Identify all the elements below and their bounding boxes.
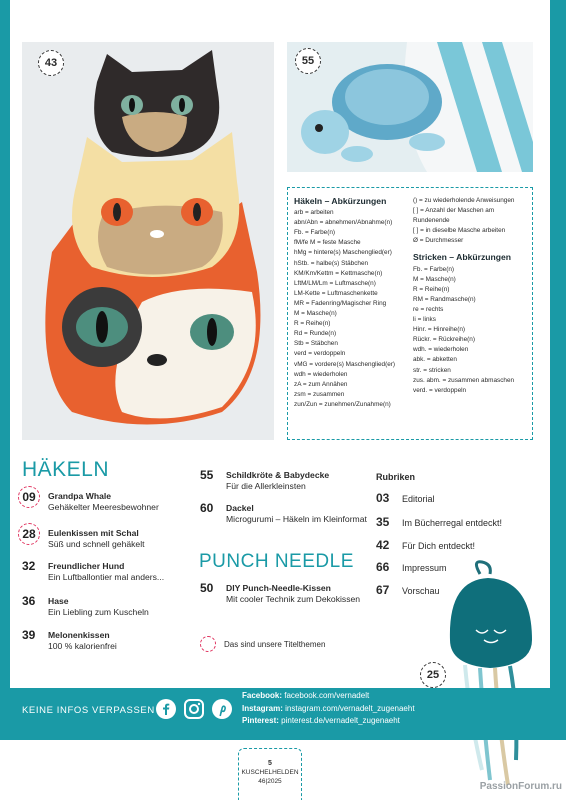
rubric-label: Impressum (402, 563, 447, 573)
page-badge: 55 (295, 48, 321, 74)
toc-page-number: 55 (200, 468, 214, 482)
abbr-line: MR = Fadenring/Magischer Ring (294, 299, 387, 307)
abbr-line: RM = Randmasche(n) (413, 295, 476, 303)
abbr-line: wdh = wiederholen (294, 370, 348, 378)
toc-item[interactable] (200, 503, 370, 524)
watermark: PassionForum.ru (479, 781, 562, 792)
toc-title: Freundlicher Hund (48, 561, 125, 571)
abbr-line: Hinr. = Hinreihe(n) (413, 326, 466, 334)
toc-item[interactable] (22, 596, 192, 617)
rubric-page-number: 42 (376, 538, 390, 552)
pinterest-link[interactable] (242, 715, 415, 728)
toc-subtitle: Ein Liebling zum Kuscheln (48, 606, 149, 617)
rubric-page-number: 03 (376, 491, 390, 505)
toc-subtitle: Für die Allerkleinsten (226, 480, 306, 491)
turtle-blanket-photo (287, 42, 533, 172)
rubric-label: Im Bücherregal entdeckt! (402, 518, 503, 528)
page-badge: 43 (38, 50, 64, 76)
facebook-label: Facebook: (242, 691, 283, 700)
abbr-line: zsm = zusammen (294, 390, 345, 398)
toc-item[interactable] (200, 583, 372, 604)
toc-subtitle: Microgurumi – Häkeln im Kleinformat (226, 513, 367, 524)
abbr-line: [ ] = Anzahl der Maschen am Rundenende (413, 207, 495, 225)
abbr-line: verd = verdoppeln (294, 350, 346, 358)
toc-page-number: 60 (200, 501, 214, 515)
toc-title: Melonenkissen (48, 630, 110, 640)
stricken-abbr-title: Stricken – Abkürzungen (413, 252, 512, 263)
title-theme-legend (200, 636, 325, 652)
abbr-line: zA = zum Annähen (294, 380, 348, 388)
abbr-line: str. = stricken (413, 366, 451, 374)
toc-page-number: 36 (22, 594, 36, 608)
facebook-icon[interactable] (156, 699, 176, 719)
rubric-page-number: 35 (376, 515, 390, 529)
abbr-line: arb = arbeiten (294, 209, 334, 217)
dashed-circle-icon (200, 636, 216, 652)
abbr-line: vMG = vordere(s) Maschenglied(er) (294, 360, 396, 368)
pinterest-label: Pinterest: (242, 716, 279, 726)
toc-subtitle: Mit cooler Technik zum Dekokissen (226, 593, 361, 604)
cat-pillows-photo (22, 42, 274, 440)
abbr-line: Rd = Runde(n) (294, 330, 337, 338)
rubric-item[interactable] (376, 515, 502, 529)
social-footer (0, 688, 566, 740)
toc-item[interactable] (22, 528, 192, 549)
toc-page-number: 09 (18, 486, 40, 508)
pinterest-url: pinterest.de/vernadelt_zugenaeht (281, 716, 400, 726)
abbr-line: R = Reihe(n) (294, 320, 331, 328)
legend-text: Das sind unsere Titelthemen (224, 639, 326, 649)
pinterest-icon[interactable] (212, 699, 232, 719)
issue-number: 46|2025 (258, 778, 282, 785)
toc-title: Dackel (226, 503, 254, 513)
rubric-item[interactable] (376, 491, 435, 505)
haekeln-abbreviations (294, 196, 407, 435)
rubric-item[interactable] (376, 538, 475, 552)
abbr-line: abk. = abketten (413, 356, 457, 364)
toc-title: Schildkröte & Babydecke (226, 470, 330, 480)
instagram-icon[interactable] (184, 699, 204, 719)
section-title-haekeln: HÄKELN (22, 458, 110, 481)
toc-subtitle: Ein Luftballontier mal anders... (48, 571, 165, 582)
abbr-line: M = Masche(n) (294, 310, 337, 318)
haekeln-abbr-title: Häkeln – Abkürzungen (294, 196, 387, 206)
section-title-punch-needle: PUNCH NEEDLE (199, 551, 354, 572)
abbr-line: hStb. = halbe(s) Stäbchen (294, 259, 369, 267)
social-icons (156, 699, 232, 719)
abbr-line: hMg = hintere(s) Maschenglied(er) (294, 249, 392, 257)
instagram-label: Instagram: (242, 703, 283, 713)
page-footer (238, 748, 302, 800)
toc-item[interactable] (200, 470, 370, 491)
abbr-line: abn/Abn = abnehmen/Abnahme(n) (294, 219, 393, 227)
social-links (242, 690, 415, 728)
rubric-label: Vorschau (402, 586, 440, 596)
abbr-line: zun/Zun = zunehmen/Zunahme(n) (294, 400, 391, 408)
instagram-url: instagram.com/vernadelt_zugenaeht (285, 703, 415, 713)
top-frame (0, 0, 566, 22)
toc-title: DIY Punch-Needle-Kissen (226, 583, 331, 593)
rubric-label: Für Dich entdeckt! (402, 541, 476, 551)
abbr-line: fM/fe M = feste Masche (294, 239, 361, 247)
footer-cta: KEINE INFOS VERPASSEN (22, 705, 155, 716)
rubric-page-number: 67 (376, 583, 390, 597)
abbr-line: Rückr. = Rückreihe(n) (413, 336, 475, 344)
abbr-line: KM/Km/Kettm = Kettmasche(n) (294, 269, 383, 277)
abbr-line: Fb. = Farbe(n) (413, 265, 455, 273)
toc-page-number: 28 (18, 523, 40, 545)
toc-title: Grandpa Whale (48, 491, 112, 501)
facebook-url: facebook.com/vernadelt (284, 691, 370, 700)
abbr-line: zus. abm. = zusammen abmaschen (413, 376, 515, 384)
instagram-link[interactable] (242, 703, 415, 716)
abbr-line: Fb. = Farbe(n) (294, 229, 336, 237)
abbr-line: LM-Kette = Luftmaschenkette (294, 289, 378, 297)
stricken-abbreviations (413, 196, 526, 435)
toc-item[interactable] (22, 630, 192, 651)
abbreviations-box (287, 187, 533, 440)
abbr-line: re = rechts (413, 305, 444, 313)
page-number: 5 (268, 760, 272, 767)
abbr-line: () = zu wiederholende Anweisungen (413, 197, 515, 204)
abbr-line: [ ] = in dieselbe Masche arbeiten (413, 227, 506, 235)
right-frame (550, 0, 566, 690)
toc-subtitle: 100 % kalorienfrei (48, 640, 117, 651)
page-badge: 25 (420, 662, 446, 688)
toc-subtitle: Süß und schnell gehäkelt (48, 538, 145, 549)
toc-item[interactable] (22, 491, 192, 512)
abbr-line: verd. = verdoppeln (413, 386, 467, 394)
toc-title: Eulenkissen mit Schal (48, 528, 139, 538)
toc-title: Hase (48, 596, 69, 606)
rubriken-title: Rubriken (376, 472, 416, 482)
rubric-page-number: 66 (376, 560, 390, 574)
abbr-line: LftM/LM/Lm = Luftmasche(n) (294, 279, 376, 287)
rubric-label: Editorial (402, 494, 435, 504)
abbr-line: Stb = Stäbchen (294, 340, 338, 348)
abbr-line: R = Reihe(n) (413, 285, 450, 293)
toc-subtitle: Gehäkelter Meeresbewohner (48, 501, 159, 512)
toc-page-number: 50 (200, 581, 214, 595)
facebook-link[interactable] (242, 690, 415, 703)
toc-item[interactable] (22, 561, 192, 582)
abbr-line: Ø = Durchmesser (413, 237, 464, 245)
jellyfish-toy-photo (420, 560, 550, 800)
abbr-line: M = Masche(n) (413, 275, 456, 283)
toc-page-number: 39 (22, 628, 36, 642)
abbr-line: li = links (413, 316, 436, 324)
abbr-line: wdh. = wiederholen (413, 346, 469, 354)
magazine-name: KUSCHELHELDEN (241, 769, 299, 776)
left-frame (0, 0, 10, 690)
toc-page-number: 32 (22, 559, 36, 573)
